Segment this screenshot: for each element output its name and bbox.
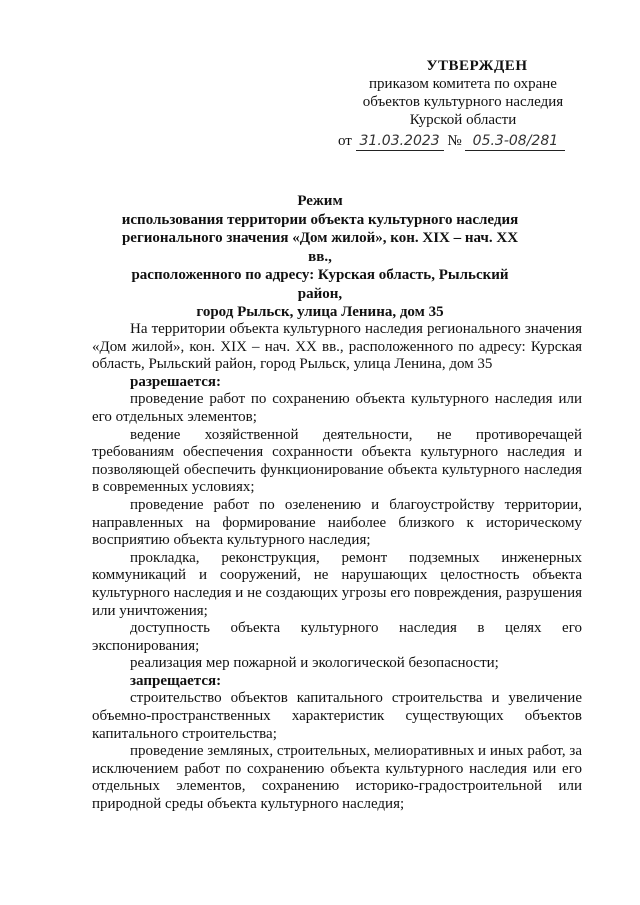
- handwritten-number: 05.3-08/281: [465, 132, 565, 151]
- allowed-item: ведение хозяйственной деятельности, не противоречащей требованиям обеспечения сохранности объекта культурного наследия и позволяющей обеспечить функционирование объекта культурного наследия в современных условиях;: [92, 426, 582, 496]
- allowed-item: доступность объекта культурного наследия в целях его экспонирования;: [92, 620, 582, 654]
- approval-block: [338, 57, 588, 151]
- heading-line: регионального значения «Дом жилой», кон. XIX – нач. XX вв.,: [121, 230, 519, 265]
- forbidden-item: строительство объектов капитального строительства и увеличение объемно-пространственных характеристик существующих объектов капитального строительства;: [92, 690, 582, 742]
- allowed-item: прокладка, реконструкция, ремонт подземных инженерных коммуникаций и сооружений, не нарушающих целостность объекта культурного наследия и не создающих угрозы его повреждения, разрушения или уничтожения;: [92, 549, 582, 619]
- document-body: [92, 321, 582, 814]
- approval-title: УТВЕРЖДЕН: [426, 58, 528, 74]
- approval-line: объектов культурного наследия: [362, 94, 564, 110]
- allowed-item: проведение работ по озеленению и благоустройству территории, направленных на формирование наиболее близкого к историческому восприятию объекта культурного наследия;: [92, 496, 582, 549]
- intro-paragraph: На территории объекта культурного наследия регионального значения «Дом жилой», кон. XIX – нач. XX вв., расположенного по адресу: Курская область, Рыльский район, город Рыльск, улица Ленина, дом 35: [92, 321, 582, 373]
- date-prefix: от: [338, 133, 352, 149]
- allowed-label: разрешается:: [130, 373, 222, 390]
- heading-title: Режим: [297, 193, 343, 209]
- forbidden-label: запрещается:: [130, 672, 222, 689]
- allowed-item: проведение работ по сохранению объекта культурного наследия или его отдельных элементов;: [92, 391, 582, 425]
- heading-line: город Рыльск, улица Ленина, дом 35: [196, 304, 444, 320]
- heading-line: использования территории объекта культурного наследия: [121, 211, 519, 228]
- number-prefix: №: [447, 133, 462, 149]
- forbidden-item: проведение земляных, строительных, мелиоративных и иных работ, за исключением работ по сохранению объекта культурного наследия или его отдельных элементов, сохранению историко-градостроительной или природной среды объекта культурного наследия;: [92, 743, 582, 813]
- approval-date-number: [338, 132, 588, 151]
- approval-line: Курской области: [409, 112, 517, 128]
- approval-line: приказом комитета по охране: [369, 76, 557, 92]
- allowed-item: реализация мер пожарной и экологической безопасности;: [130, 655, 499, 672]
- handwritten-date: 31.03.2023: [356, 132, 444, 151]
- heading-line: расположенного по адресу: Курская область, Рыльский район,: [131, 267, 509, 302]
- document-heading: [110, 192, 530, 322]
